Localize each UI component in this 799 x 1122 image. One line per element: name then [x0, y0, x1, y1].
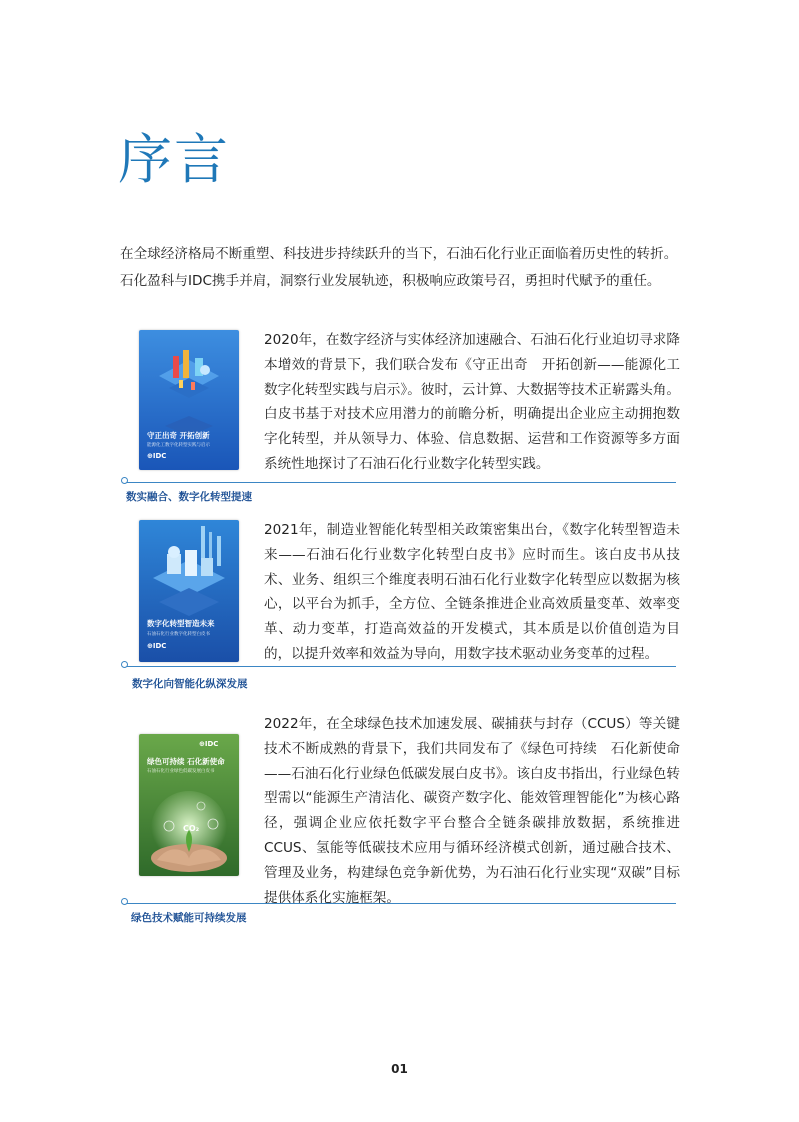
divider-dot: [121, 477, 128, 484]
section-text-2020: 2020年，在数字经济与实体经济加速融合、石油石化行业迫切寻求降本增效的背景下，我们联合发布《守正出奇 开拓创新——能源化工数字化转型实践与启示》。彼时，云计算、大数据等技术正崭露头角。白皮书基于对技术应用潜力的前瞻分析，明确提出企业应主动拥抱数字化转型，并从领导力、体验、信息数据、运营和工作资源等多方面系统性地探讨了石油石化行业数字化转型实践。: [264, 332, 680, 472]
cover-image-2021: [139, 520, 239, 662]
intro-line: 在全球经济格局不断重塑、科技进步持续跃升的当下，石油石化行业正面临着历史性的转折。: [120, 246, 678, 262]
cover-subtitle: 石油石化行业绿色低碳发展白皮书: [147, 769, 215, 774]
section-caption: 数字化向智能化纵深发展: [132, 678, 248, 690]
section-text-2021: 2021年，制造业智能化转型相关政策密集出台，《数字化转型智造未来——石油石化行业数字化转型白皮书》应时而生。该白皮书从技术、业务、组织三个维度表明石油石化行业数字化转型应以数据为核心，以平台为抓手，全方位、全链条推进企业高效质量变革、效率变革、动力变革，打造高效益的开发模式，其本质是以价值创造为目的，以提升效率和效益为导向，用数字技术驱动业务变革的过程。: [264, 522, 680, 662]
cover-title: 守正出奇 开拓创新: [147, 431, 210, 440]
cover-image-2022: [139, 734, 239, 876]
intro-line: 石化盈科与IDC携手并肩，洞察行业发展轨迹，积极响应政策号召，勇担时代赋予的重任。: [120, 273, 661, 289]
section-caption: 数实融合、数字化转型提速: [126, 491, 252, 503]
section-divider: [127, 666, 676, 667]
cover-subtitle: 石油石化行业数字化转型白皮书: [147, 632, 210, 637]
divider-dot: [121, 661, 128, 668]
section-divider: [127, 482, 676, 483]
divider-dot: [121, 898, 128, 905]
cover-brand-logo: ⊕IDC: [199, 740, 219, 748]
cover-subtitle: 能源化工数字化转型实践与启示: [147, 443, 210, 448]
cover-image-2020: [139, 330, 239, 470]
cover-title: 数字化转型智造未来: [147, 619, 215, 628]
section-caption: 绿色技术赋能可持续发展: [131, 912, 247, 924]
page-number: 01: [391, 1062, 408, 1076]
intro-paragraph: [120, 241, 680, 295]
cover-title: 绿色可持续 石化新使命: [147, 757, 225, 766]
co2-badge: CO₂: [183, 824, 200, 833]
cover-brand-logo: ⊕IDC: [147, 642, 167, 650]
section-text-2022: 2022年，在全球绿色技术加速发展、碳捕获与封存（CCUS）等关键技术不断成熟的背景下，我们共同发布了《绿色可持续 石化新使命——石油石化行业绿色低碳发展白皮书》。该白皮书指出，行业绿色转型需以“能源生产清洁化、碳资产数字化、能效管理智能化”为核心路径，强调企业应依托数字平台整合全链条碳排放数据，系统推进CCUS、氢能等低碳技术应用与循环经济模式创新，通过融合技术、管理及业务，构建绿色竞争新优势，为石油石化行业实现“双碳”目标提供体系化实施框架。: [264, 716, 680, 906]
section-divider: [127, 903, 676, 904]
page-title: 序言: [118, 128, 230, 191]
cover-brand-logo: ⊕IDC: [147, 452, 167, 460]
